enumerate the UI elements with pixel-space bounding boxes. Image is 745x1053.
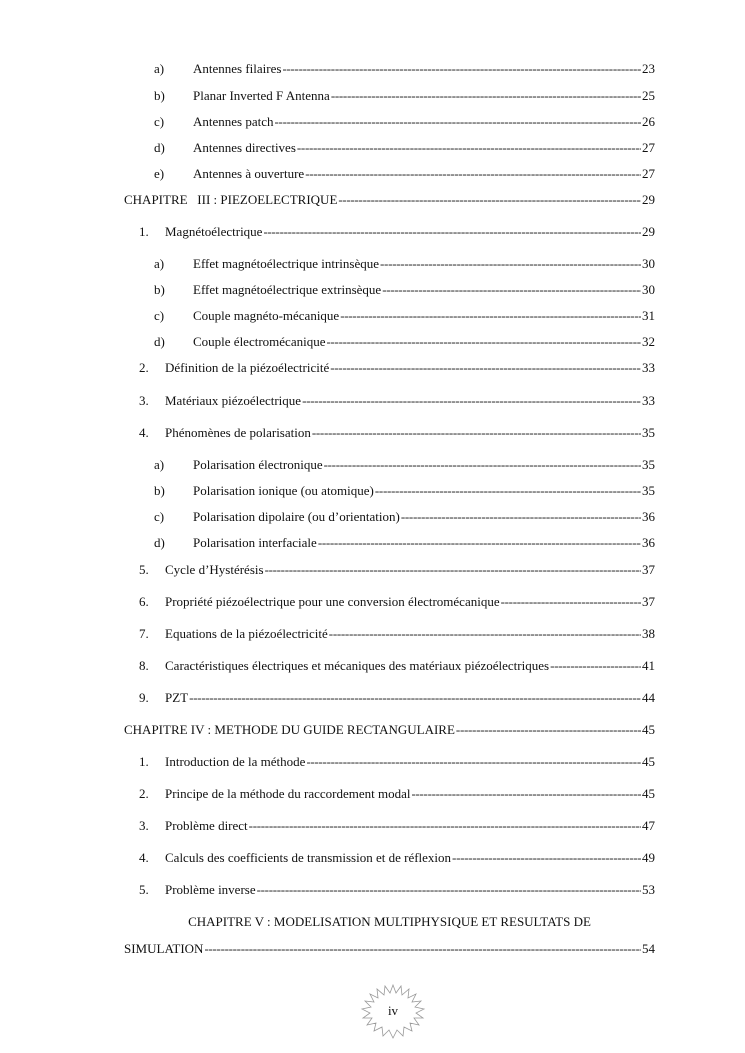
dot-leader: [297, 139, 641, 157]
toc-entry-number: 4.: [139, 850, 149, 865]
toc-entry[interactable]: [154, 139, 655, 157]
toc-entry-page: 37: [642, 562, 655, 577]
toc-entry[interactable]: [139, 817, 655, 835]
dot-leader: [340, 307, 641, 325]
toc-entry-page: 27: [642, 140, 655, 155]
toc-entry-title: Matériaux piézoélectrique: [165, 393, 302, 408]
toc-entry-number: 5.: [139, 882, 149, 897]
toc-entry-title: Effet magnétoélectrique intrinsèque: [193, 256, 380, 271]
toc-entry-title: PZT: [165, 690, 189, 705]
toc-entry-title: Equations de la piézoélectricité: [165, 626, 328, 641]
toc-entry-title: Calculs des coefficients de transmission et de réflexion: [165, 850, 452, 865]
toc-entry[interactable]: [139, 753, 655, 771]
toc-entry-number: 8.: [139, 658, 149, 673]
toc-entry-page: 23: [642, 61, 655, 76]
toc-entry-title: Magnétoélectrique: [165, 224, 263, 239]
toc-entry-number: 3.: [139, 393, 149, 408]
dot-leader: [282, 60, 641, 78]
toc-entry[interactable]: [139, 785, 655, 803]
dot-leader: [305, 165, 641, 183]
toc-entry-page: 45: [642, 786, 655, 801]
toc-entry-page: 53: [642, 882, 655, 897]
toc-entry-title: Introduction de la méthode: [165, 754, 306, 769]
toc-entry-page: 44: [642, 690, 655, 705]
dot-leader: [380, 255, 641, 273]
toc-entry[interactable]: [139, 359, 655, 377]
toc-entry[interactable]: [154, 333, 655, 351]
toc-entry-number: 4.: [139, 425, 149, 440]
dot-leader: [550, 657, 641, 675]
dot-leader: [331, 87, 641, 105]
toc-entry-page: 35: [642, 457, 655, 472]
toc-entry-number: c): [154, 509, 165, 524]
toc-entry-number: 3.: [139, 818, 149, 833]
toc-entry-title: Polarisation électronique: [193, 457, 323, 472]
dot-leader: [249, 817, 641, 835]
toc-entry[interactable]: [154, 87, 655, 105]
toc-entry-title: Polarisation dipolaire (ou d’orientation): [193, 509, 400, 524]
toc-entry[interactable]: [154, 165, 655, 183]
dot-leader: [401, 508, 641, 526]
toc-entry[interactable]: [154, 307, 655, 325]
toc-entry-number: 1.: [139, 754, 149, 769]
page-number-badge: [358, 983, 428, 1039]
dot-leader: [411, 785, 641, 803]
dot-leader: [382, 281, 641, 299]
toc-entry-page: 25: [642, 88, 655, 103]
toc-entry-page: 47: [642, 818, 655, 833]
toc-entry-number: c): [154, 308, 165, 323]
toc-entry-title: Antennes directives: [193, 140, 296, 155]
toc-entry-number: d): [154, 334, 165, 349]
toc-entry[interactable]: [154, 534, 655, 552]
toc-entry-number: b): [154, 483, 165, 498]
toc-entry-page: 30: [642, 256, 655, 271]
toc-entry-number: 6.: [139, 594, 149, 609]
toc-chapter-title: CHAPITRE IV : METHODE DU GUIDE RECTANGULAIRE: [124, 722, 455, 737]
toc-entry[interactable]: [154, 482, 655, 500]
toc-entry-page: 27: [642, 166, 655, 181]
dot-leader: [326, 333, 641, 351]
toc-entry-number: a): [154, 457, 165, 472]
toc-entry-page: 45: [642, 754, 655, 769]
toc-entry-title: Planar Inverted F Antenna: [193, 88, 330, 103]
toc-entry-number: b): [154, 88, 165, 103]
dot-leader: [329, 625, 641, 643]
dot-leader: [452, 849, 641, 867]
toc-entry[interactable]: [139, 223, 655, 241]
toc-entry-page: 49: [642, 850, 655, 865]
toc-entry-page: 36: [642, 535, 655, 550]
toc-entry[interactable]: [154, 281, 655, 299]
toc-entry[interactable]: [154, 456, 655, 474]
toc-entry[interactable]: [139, 392, 655, 410]
toc-entry-title: Antennes à ouverture: [193, 166, 305, 181]
toc-entry-title: Polarisation ionique (ou atomique): [193, 483, 374, 498]
toc-entry-page: 26: [642, 114, 655, 129]
toc-entry-page: 29: [642, 224, 655, 239]
toc-entry-number: 2.: [139, 360, 149, 375]
toc-entry-number: a): [154, 61, 165, 76]
dot-leader: [375, 482, 641, 500]
dot-leader: [263, 223, 641, 241]
dot-leader: [330, 359, 641, 377]
toc-entry-page: 54: [642, 941, 655, 956]
toc-entry-page: 29: [642, 192, 655, 207]
dot-leader: [302, 392, 641, 410]
dot-leader: [265, 561, 641, 579]
toc-entry-number: 1.: [139, 224, 149, 239]
toc-entry-title: Caractéristiques électriques et mécaniques des matériaux piézoélectriques: [165, 658, 550, 673]
toc-entry[interactable]: [139, 593, 655, 611]
toc-entry-number: e): [154, 166, 165, 181]
toc-entry[interactable]: [139, 625, 655, 643]
dot-leader: [338, 191, 641, 209]
toc-entry[interactable]: [139, 689, 655, 707]
toc-entry-title: Problème direct: [165, 818, 248, 833]
dot-leader: [257, 881, 641, 899]
dot-leader: [204, 940, 641, 958]
toc-entry-title: Couple magnéto-mécanique: [193, 308, 340, 323]
dot-leader: [312, 424, 641, 442]
toc-entry-page: 41: [642, 658, 655, 673]
toc-chapter-5-title-line2: SIMULATION: [124, 941, 204, 956]
toc-chapter[interactable]: [124, 191, 655, 209]
toc-entry-title: Cycle d’Hystérésis: [165, 562, 264, 577]
toc-entry[interactable]: [154, 60, 655, 78]
dot-leader: [318, 534, 641, 552]
toc-entry-number: 2.: [139, 786, 149, 801]
dot-leader: [324, 456, 641, 474]
toc-entry-title: Phénomènes de polarisation: [165, 425, 311, 440]
toc-chapter[interactable]: [124, 940, 655, 958]
toc-entry-number: 5.: [139, 562, 149, 577]
toc-chapter-title: CHAPITRE III : PIEZOELECTRIQUE: [124, 192, 338, 207]
toc-entry[interactable]: [154, 113, 655, 131]
toc-entry[interactable]: [139, 657, 655, 675]
toc-entry-page: 33: [642, 360, 655, 375]
toc-entry-number: b): [154, 282, 165, 297]
dot-leader: [306, 753, 641, 771]
toc-entry-title: Antennes filaires: [193, 61, 282, 76]
toc-chapter-5-title-line1[interactable]: CHAPITRE V : MODELISATION MULTIPHYSIQUE ET RESULTATS DE: [188, 914, 591, 929]
toc-entry-page: 33: [642, 393, 655, 408]
toc-entry-page: 36: [642, 509, 655, 524]
dot-leader: [189, 689, 641, 707]
toc-entry-page: 32: [642, 334, 655, 349]
dot-leader: [501, 593, 641, 611]
toc-entry-page: 35: [642, 483, 655, 498]
toc-entry-title: Problème inverse: [165, 882, 256, 897]
toc-entry[interactable]: [139, 424, 655, 442]
toc-entry[interactable]: [139, 849, 655, 867]
toc-chapter[interactable]: [124, 721, 655, 739]
toc-entry-page: 37: [642, 594, 655, 609]
toc-entry-title: Définition de la piézoélectricité: [165, 360, 330, 375]
toc-entry[interactable]: [154, 255, 655, 273]
toc-entry-title: Propriété piézoélectrique pour une conversion électromécanique: [165, 594, 500, 609]
toc-entry-page: 30: [642, 282, 655, 297]
toc-entry-number: d): [154, 140, 165, 155]
toc-entry[interactable]: [139, 561, 655, 579]
toc-entry-title: Effet magnétoélectrique extrinsèque: [193, 282, 382, 297]
toc-entry-page: 35: [642, 425, 655, 440]
toc-entry-title: Couple électromécanique: [193, 334, 326, 349]
toc-entry-number: 9.: [139, 690, 149, 705]
dot-leader: [275, 113, 641, 131]
toc-entry-page: 31: [642, 308, 655, 323]
toc-entry[interactable]: [139, 881, 655, 899]
toc-entry-page: 45: [642, 722, 655, 737]
toc-entry-number: a): [154, 256, 165, 271]
toc-entry-number: c): [154, 114, 165, 129]
toc-entry-title: Polarisation interfaciale: [193, 535, 317, 550]
toc-entry-page: 38: [642, 626, 655, 641]
toc-entry[interactable]: [154, 508, 655, 526]
toc-entry-title: Principe de la méthode du raccordement modal: [165, 786, 411, 801]
dot-leader: [456, 721, 641, 739]
toc-entry-number: 7.: [139, 626, 149, 641]
page-number: iv: [387, 1003, 399, 1018]
toc-entry-title: Antennes patch: [193, 114, 274, 129]
toc-entry-number: d): [154, 535, 165, 550]
